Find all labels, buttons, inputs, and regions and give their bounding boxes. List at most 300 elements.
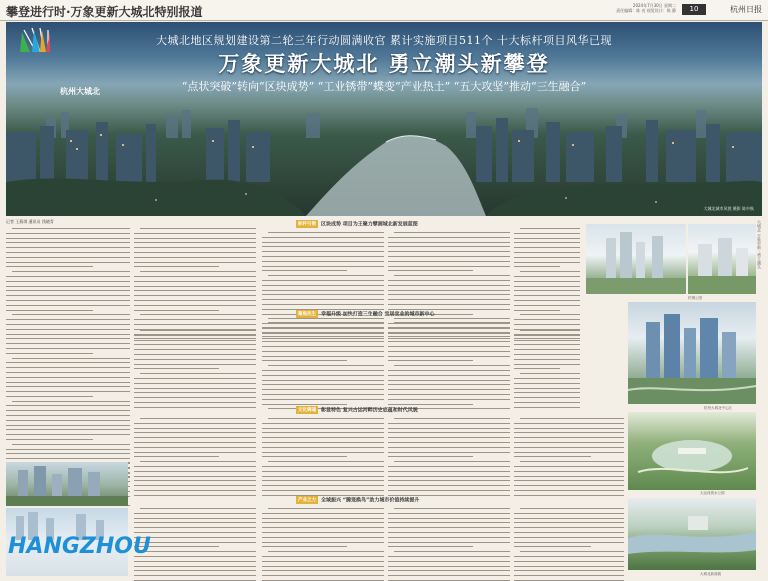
text-line: [262, 246, 384, 247]
text-line: [514, 407, 580, 408]
text-line: [6, 410, 130, 411]
text-line: [6, 334, 130, 335]
text-line: [262, 360, 347, 361]
text-line: [388, 566, 510, 567]
text-line: [262, 476, 384, 477]
text-line: [262, 542, 384, 543]
text-line: [6, 425, 130, 426]
text-line: [134, 542, 256, 543]
text-line: [134, 402, 256, 403]
text-line: [388, 428, 510, 429]
text-line: [6, 281, 130, 282]
text-line: [134, 397, 256, 398]
canal-park-illustration: [628, 412, 756, 490]
text-line: [520, 314, 580, 315]
text-line: [262, 556, 384, 557]
side-note-vertical: [756, 220, 764, 576]
headline-kicker: 大城北地区规划建设第二轮三年行动圆满收官 累计实施项目511个 十大标杆项目风华已现: [156, 34, 612, 47]
photo-district-center: [628, 302, 756, 404]
text-line: [388, 294, 510, 295]
text-line: [388, 485, 510, 486]
text-line: [262, 346, 384, 347]
text-line: [388, 437, 510, 438]
text-line: [514, 570, 624, 571]
text-line: [134, 295, 256, 296]
text-line: [262, 327, 384, 328]
text-line: [6, 396, 93, 397]
text-line: [140, 330, 256, 331]
text-line: [6, 276, 130, 277]
green-roof-illustration: [688, 224, 756, 294]
text-line: [388, 327, 510, 328]
photo-canal-park: [628, 412, 756, 490]
text-line: [268, 365, 384, 366]
column-2c: [134, 418, 256, 492]
text-line: [134, 368, 219, 369]
text-line: [514, 480, 624, 481]
section-tag: 标杆引领: [298, 222, 316, 227]
text-line: [6, 377, 130, 378]
text-line: [388, 375, 510, 376]
text-line: [520, 461, 624, 462]
text-line: [262, 399, 384, 400]
text-line: [388, 332, 510, 333]
text-line: [388, 261, 510, 262]
text-line: [514, 476, 624, 477]
column-5: [514, 228, 580, 328]
text-line: [388, 518, 510, 519]
text-line: [6, 439, 93, 440]
text-line: [388, 270, 473, 271]
text-line: [262, 537, 384, 538]
text-line: [514, 354, 580, 355]
park-towers-illustration: [586, 224, 686, 294]
text-line: [514, 344, 580, 345]
section-tag: 产业之力: [298, 498, 316, 503]
column-2d: [134, 508, 256, 576]
text-line: [514, 537, 624, 538]
text-line: [514, 490, 624, 491]
text-line: [388, 476, 510, 477]
text-line: [6, 449, 130, 450]
text-line: [262, 261, 384, 262]
column-5c: [514, 418, 624, 492]
text-line: [134, 383, 256, 384]
text-line: [268, 508, 384, 509]
text-line: [12, 358, 130, 359]
text-line: [388, 556, 510, 557]
text-line: [134, 233, 256, 234]
text-line: [514, 319, 580, 320]
text-line: [262, 389, 384, 390]
text-line: [514, 437, 624, 438]
text-line: [514, 428, 624, 429]
text-line: [388, 299, 510, 300]
text-line: [134, 518, 256, 519]
text-line: [134, 247, 256, 248]
text-line: [514, 368, 560, 369]
text-line: [394, 365, 510, 366]
text-line: [514, 238, 580, 239]
text-line: [262, 432, 384, 433]
district-center-illustration: [628, 302, 756, 404]
photo-caption-2: 杭州大城北中心区: [704, 406, 732, 410]
text-line: [514, 242, 580, 243]
text-line: [140, 228, 256, 229]
text-line: [134, 423, 256, 424]
text-line: [6, 305, 130, 306]
text-line: [388, 480, 510, 481]
text-line: [262, 270, 347, 271]
photo-caption-4: 大城北新面貌: [700, 572, 721, 576]
text-line: [388, 389, 510, 390]
text-line: [6, 338, 130, 339]
text-line: [388, 423, 510, 424]
text-line: [514, 442, 624, 443]
main-headline: 万象更新大城北 勇立潮头新攀登: [218, 52, 550, 76]
text-line: [262, 546, 347, 547]
text-line: [134, 575, 256, 576]
text-line: [268, 461, 384, 462]
text-line: [388, 466, 510, 467]
text-line: [134, 252, 256, 253]
text-line: [12, 401, 130, 402]
column-1-top: [6, 228, 130, 458]
text-line: [134, 290, 256, 291]
text-line: [262, 527, 384, 528]
text-line: [388, 237, 510, 238]
text-line: [262, 251, 384, 252]
text-line: [514, 364, 580, 365]
text-line: [134, 532, 256, 533]
text-line: [262, 285, 384, 286]
text-line: [134, 319, 256, 320]
text-line: [514, 402, 580, 403]
text-line: [388, 527, 510, 528]
text-line: [388, 452, 510, 453]
text-line: [140, 271, 256, 272]
text-line: [388, 246, 510, 247]
text-line: [514, 295, 580, 296]
text-line: [6, 367, 130, 368]
text-line: [262, 351, 384, 352]
text-line: [514, 397, 580, 398]
text-line: [394, 322, 510, 323]
text-line: [262, 356, 384, 357]
text-line: [388, 285, 510, 286]
issue-editors: 责任编辑：陈 亮 视觉设计：陈 静: [616, 8, 676, 13]
text-line: [134, 456, 219, 457]
photo-park-towers: [586, 224, 686, 294]
column-3d: [262, 508, 384, 576]
text-line: [134, 466, 256, 467]
text-line: [514, 546, 591, 547]
text-line: [388, 561, 510, 562]
text-line: [520, 271, 580, 272]
text-line: [134, 476, 256, 477]
text-line: [514, 378, 580, 379]
text-line: [388, 360, 473, 361]
text-line: [262, 518, 384, 519]
text-line: [388, 513, 510, 514]
text-line: [6, 329, 130, 330]
text-line: [388, 471, 510, 472]
text-line: [134, 349, 256, 350]
text-line: [134, 570, 256, 571]
text-line: [140, 314, 256, 315]
text-line: [6, 266, 93, 267]
text-line: [262, 561, 384, 562]
text-line: [134, 490, 256, 491]
text-line: [6, 405, 130, 406]
section-title: 攀登进行时·万象更新大城北特别报道: [6, 5, 203, 19]
issue-date: 2024年7月30日 星期二: [632, 3, 676, 8]
text-line: [514, 561, 624, 562]
text-line: [140, 461, 256, 462]
text-line: [262, 280, 384, 281]
text-line: [514, 257, 580, 258]
text-line: [388, 546, 473, 547]
text-line: [6, 295, 130, 296]
text-line: [134, 442, 256, 443]
text-line: [262, 428, 384, 429]
text-line: [514, 252, 580, 253]
text-line: [262, 375, 384, 376]
text-line: [394, 461, 510, 462]
logo-wordmark: 杭州大城北: [60, 87, 100, 96]
text-line: [134, 335, 256, 336]
text-line: [514, 388, 580, 389]
text-line: [388, 570, 510, 571]
text-line: [6, 391, 130, 392]
text-line: [514, 266, 560, 267]
text-line: [6, 247, 130, 248]
text-line: [514, 495, 624, 496]
hangzhou-wordmark: HANGZHOU: [8, 534, 151, 559]
text-line: [514, 310, 560, 311]
photo-green-roof: [688, 224, 756, 294]
text-line: [388, 256, 510, 257]
text-line: [262, 394, 384, 395]
text-line: [134, 286, 256, 287]
text-line: [388, 304, 510, 305]
text-line: [134, 281, 256, 282]
text-line: [388, 266, 510, 267]
aerial-overview-illustration: [6, 462, 128, 506]
text-line: [388, 532, 510, 533]
text-line: [388, 432, 510, 433]
text-line: [262, 370, 384, 371]
text-line: [388, 537, 510, 538]
text-line: [514, 527, 624, 528]
text-line: [514, 290, 580, 291]
text-line: [134, 392, 256, 393]
text-line: [6, 453, 130, 454]
text-line: [514, 447, 624, 448]
text-line: [140, 508, 256, 509]
hangzhou-banner: [6, 508, 151, 576]
column-5b: [514, 330, 580, 402]
text-line: [514, 556, 624, 557]
text-line: [134, 495, 256, 496]
text-line: [514, 452, 624, 453]
text-line: [388, 394, 510, 395]
text-line: [514, 349, 580, 350]
text-line: [388, 447, 510, 448]
text-line: [514, 575, 624, 576]
text-line: [134, 428, 256, 429]
text-line: [134, 378, 256, 379]
column-3b: [262, 322, 384, 402]
text-line: [394, 232, 510, 233]
text-line: [134, 310, 219, 311]
text-line: [388, 399, 510, 400]
text-line: [12, 314, 130, 315]
column-2: [134, 228, 256, 328]
text-line: [514, 542, 624, 543]
text-line: [6, 242, 130, 243]
text-line: [6, 286, 130, 287]
text-line: [514, 471, 624, 472]
text-line: [134, 480, 256, 481]
text-line: [6, 252, 130, 253]
text-line: [394, 275, 510, 276]
newspaper-name: 杭州日报: [730, 5, 762, 14]
text-line: [388, 242, 510, 243]
text-line: [262, 471, 384, 472]
text-line: [134, 432, 256, 433]
text-line: [140, 418, 256, 419]
text-line: [262, 242, 384, 243]
text-line: [6, 310, 93, 311]
text-line: [388, 251, 510, 252]
text-line: [262, 341, 384, 342]
text-line: [262, 294, 384, 295]
masthead: [0, 0, 768, 21]
text-line: [262, 336, 384, 337]
text-line: [514, 566, 624, 567]
text-line: [12, 228, 130, 229]
text-line: [394, 418, 510, 419]
text-line: [514, 466, 624, 467]
text-line: [514, 522, 624, 523]
text-line: [388, 542, 510, 543]
text-line: [388, 384, 510, 385]
text-line: [388, 442, 510, 443]
text-line: [134, 364, 256, 365]
text-line: [514, 281, 580, 282]
text-line: [514, 335, 580, 336]
text-line: [514, 286, 580, 287]
text-line: [134, 238, 256, 239]
text-line: [262, 304, 384, 305]
text-line: [268, 232, 384, 233]
text-line: [514, 247, 580, 248]
text-line: [262, 256, 384, 257]
photo-waterfront: [628, 498, 756, 570]
text-line: [514, 383, 580, 384]
text-line: [388, 346, 510, 347]
text-line: [388, 336, 510, 337]
text-line: [134, 300, 256, 301]
text-line: [520, 228, 580, 229]
text-line: [514, 359, 580, 360]
text-line: [262, 532, 384, 533]
text-line: [514, 233, 580, 234]
column-2b: [134, 330, 256, 402]
text-line: [388, 490, 510, 491]
column-4c: [388, 418, 510, 492]
text-line: [262, 522, 384, 523]
text-line: [262, 404, 347, 405]
photo-caption-1: 杭钢公园: [688, 296, 702, 300]
text-line: [134, 561, 256, 562]
byline: 记者 王燕琪 通讯员 钱晓青: [6, 219, 54, 224]
text-line: [520, 551, 624, 552]
page-number: 10: [682, 4, 706, 15]
issue-meta: [616, 3, 676, 13]
column-3c: [262, 418, 384, 492]
text-line: [134, 305, 256, 306]
text-line: [520, 330, 580, 331]
text-line: [388, 380, 510, 381]
text-line: [514, 532, 624, 533]
text-line: [6, 319, 130, 320]
section-heading-4: 产业之力 全域振兴 “腾笼换鸟”助力城市价值持续提升: [298, 497, 420, 504]
text-line: [514, 392, 580, 393]
text-line: [388, 522, 510, 523]
text-line: [394, 551, 510, 552]
text-line: [140, 373, 256, 374]
text-line: [6, 382, 130, 383]
text-line: [268, 418, 384, 419]
text-line: [6, 257, 130, 258]
text-line: [262, 332, 384, 333]
text-line: [262, 237, 384, 238]
text-line: [514, 300, 580, 301]
text-line: [514, 485, 624, 486]
text-line: [388, 356, 510, 357]
section-tag: 聚焦民生: [298, 312, 316, 317]
text-line: [134, 527, 256, 528]
text-line: [388, 280, 510, 281]
text-line: [514, 305, 580, 306]
text-line: [262, 513, 384, 514]
section-heading-2: 聚焦民生 幸福升级 加快打造三生融合 宜居宜业的城市新中心: [298, 311, 435, 318]
text-line: [262, 452, 384, 453]
text-line: [262, 485, 384, 486]
text-line: [134, 407, 256, 408]
text-line: [134, 344, 256, 345]
text-line: [514, 513, 624, 514]
text-line: [262, 490, 384, 491]
text-line: [12, 444, 130, 445]
text-line: [514, 518, 624, 519]
side-note-text: 大城北 万象更新 · 勇立潮头: [757, 220, 762, 270]
text-line: [6, 348, 130, 349]
text-line: [514, 456, 591, 457]
text-line: [514, 423, 624, 424]
text-line: [134, 340, 256, 341]
text-line: [134, 276, 256, 277]
text-line: [12, 271, 130, 272]
photo-aerial-overview: [6, 462, 128, 506]
text-line: [262, 380, 384, 381]
text-line: [134, 522, 256, 523]
text-line: [6, 458, 130, 459]
text-line: [514, 324, 580, 325]
text-line: [134, 471, 256, 472]
